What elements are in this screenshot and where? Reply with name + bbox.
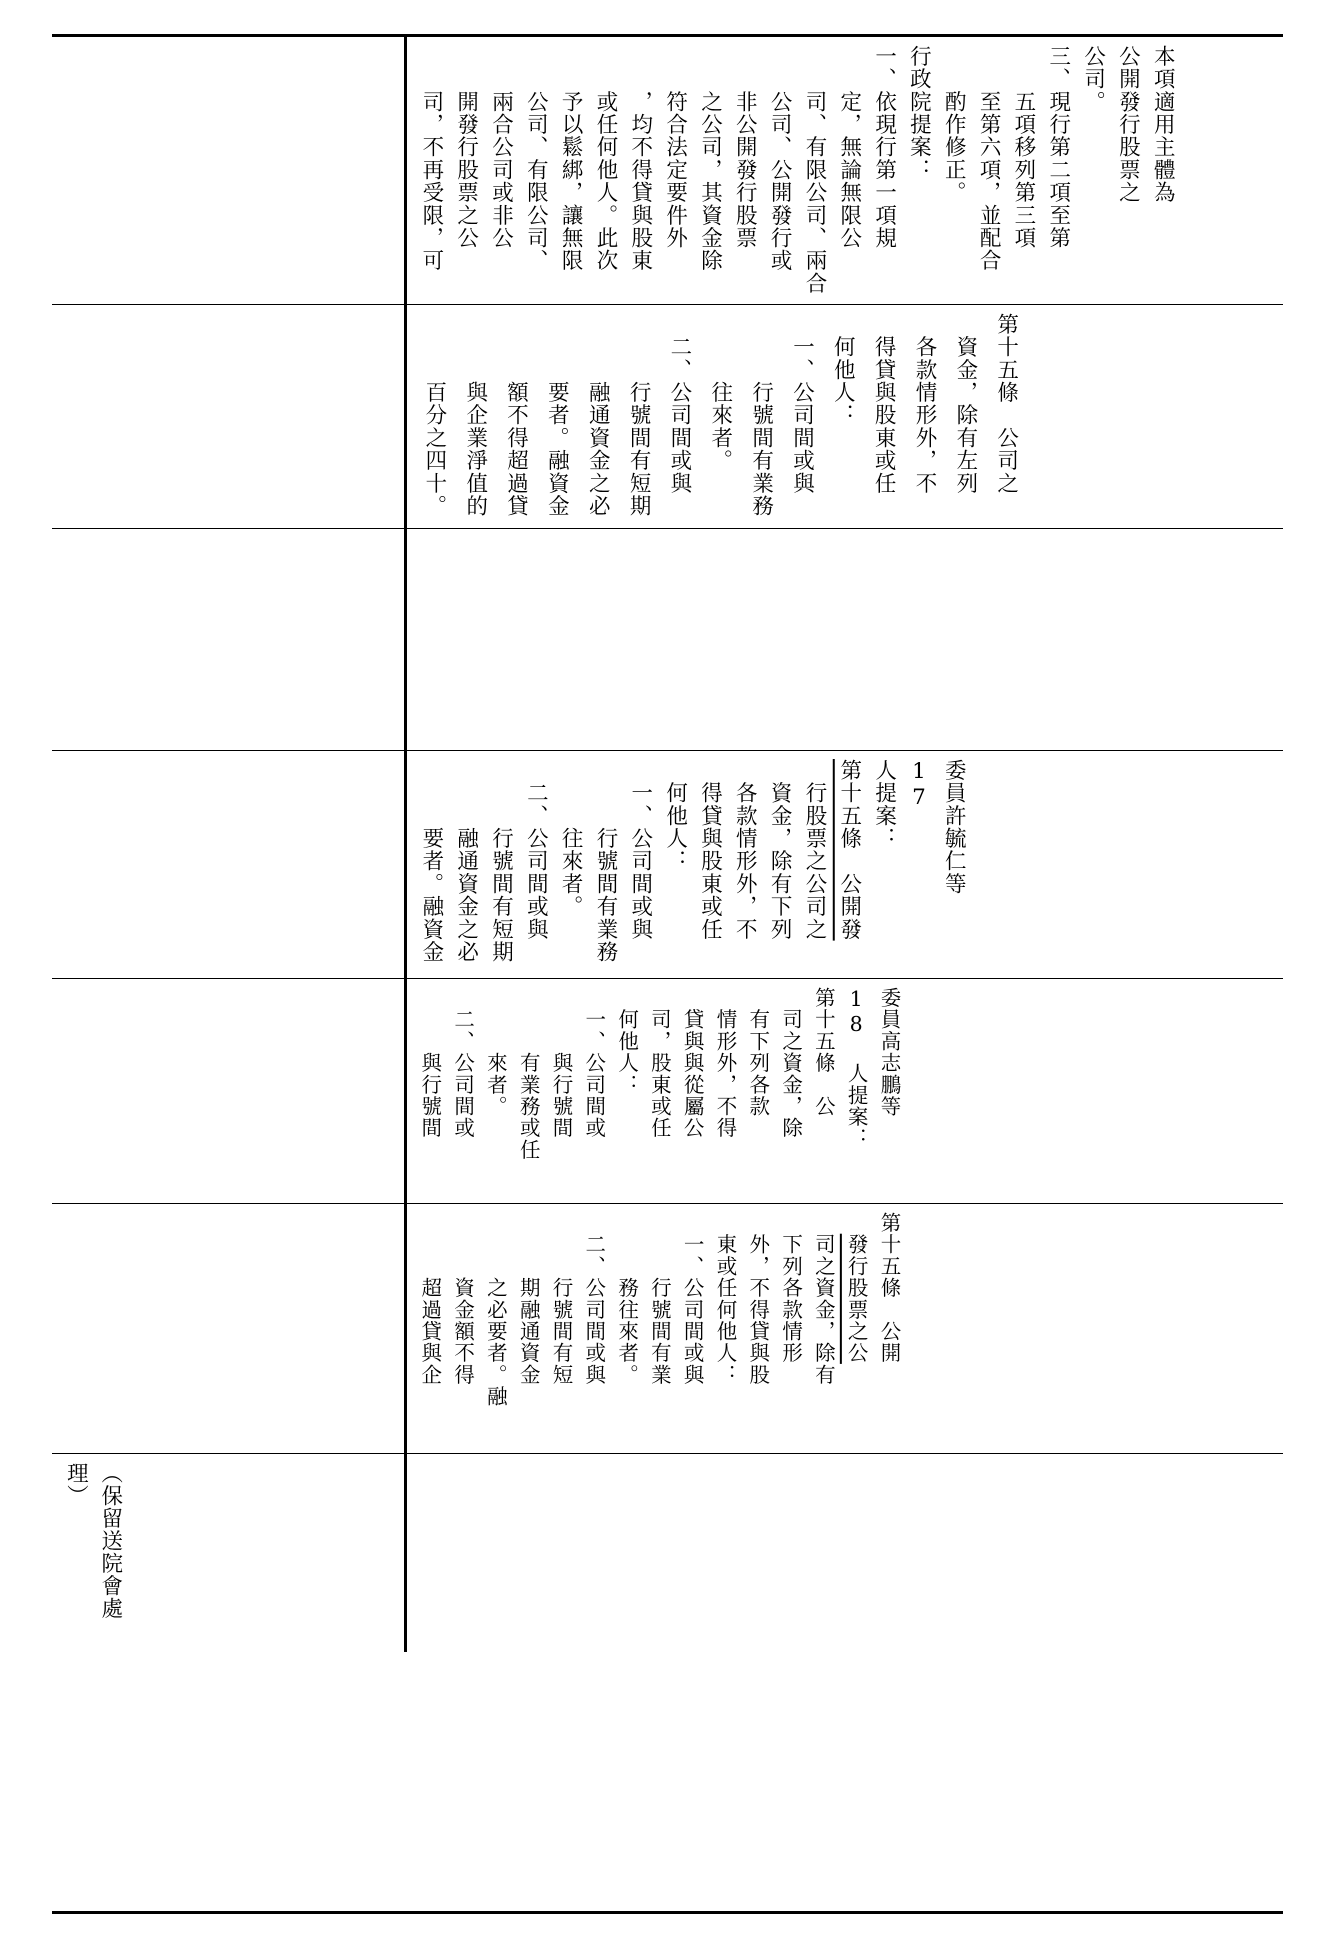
table-row (52, 305, 1283, 529)
table-row (52, 1454, 1283, 1652)
body-cell (407, 1454, 1283, 1652)
member-kao-proposal-text: 委員高志鵬等 18 人提案： 第十五條 公 司之資金，除 有下列各款 情形外，不得 貸與與從屬公 司，股東或任 何他人： 一、公司間或 與行號間 有業務或任 來者。 二、公司間或 與行號間 (417, 987, 901, 1161)
comparison-table (52, 34, 1283, 1914)
table-row (52, 529, 1283, 751)
article-15-current-text: 第十五條 公司之 資金，除有左列 各款情形外，不 得貸與股東或任 何他人： 一、公司間或與 行號間有業務 往來者。 二、公司間或與 行號間有短期 融通資金之必 要者。融資金 額不得超過貸 與企業淨值的 百分之四十。 (421, 313, 1019, 518)
table-row (52, 1204, 1283, 1454)
note-cell (52, 37, 407, 304)
note-cell (52, 1204, 407, 1453)
member-hsu-proposal-text: 委員許毓仁等 17 人提案： 第十五條 公開發 行股票之公司之 資金，除有下列 各款情形外，不 得貸與股東或任 何他人： 一、公司間或與 行號間有業務 往來者。 二、公司間或與 行號間有短期 融通資金之必 要者。融資金 (418, 759, 967, 964)
reserved-note-text: （保留送院會處理） (63, 1462, 123, 1620)
body-cell (407, 1204, 1283, 1453)
table-row (52, 979, 1283, 1204)
note-cell (52, 305, 407, 528)
note-cell (52, 979, 407, 1203)
body-cell (407, 305, 1283, 528)
executive-yuan-proposal-text: 行政院提案： 一、依現行第一項規 定，無論無限公 司、有限公司、兩合 公司、公開發行或 非公開發行股票 之公司，其資金除 符合法定要件外 ，均不得貸與股東 或任何他人。此次 予以鬆綁，讓無限 公司、有限公司、 兩合公司或非公 開發行股票之公 司，不再受限，可 (418, 45, 932, 295)
article-note-continuation-text: 本項適用主體為 公開發行股票之 公司。 三、現行第二項至第 五項移列第三項 至第六項，並配合 酌作修正。 (941, 45, 1176, 272)
table-row (52, 751, 1283, 979)
note-cell (52, 529, 407, 750)
note-cell (52, 751, 407, 978)
body-cell (407, 529, 1283, 750)
body-cell (407, 979, 1283, 1203)
body-cell (407, 37, 1283, 304)
body-cell (407, 751, 1283, 978)
article-15-amended-text: 第十五條 公開 發行股票之公 司之資金，除有 下列各款情形 外，不得貸與股 東或任何他人： 一、公司間或與 行號間有業 務往來者。 二、公司間或與 行號間有短 期融通資金 之必要者。融 資金額不得 超過貸與企 (417, 1212, 901, 1408)
note-cell (52, 1454, 407, 1652)
table-row (52, 37, 1283, 305)
